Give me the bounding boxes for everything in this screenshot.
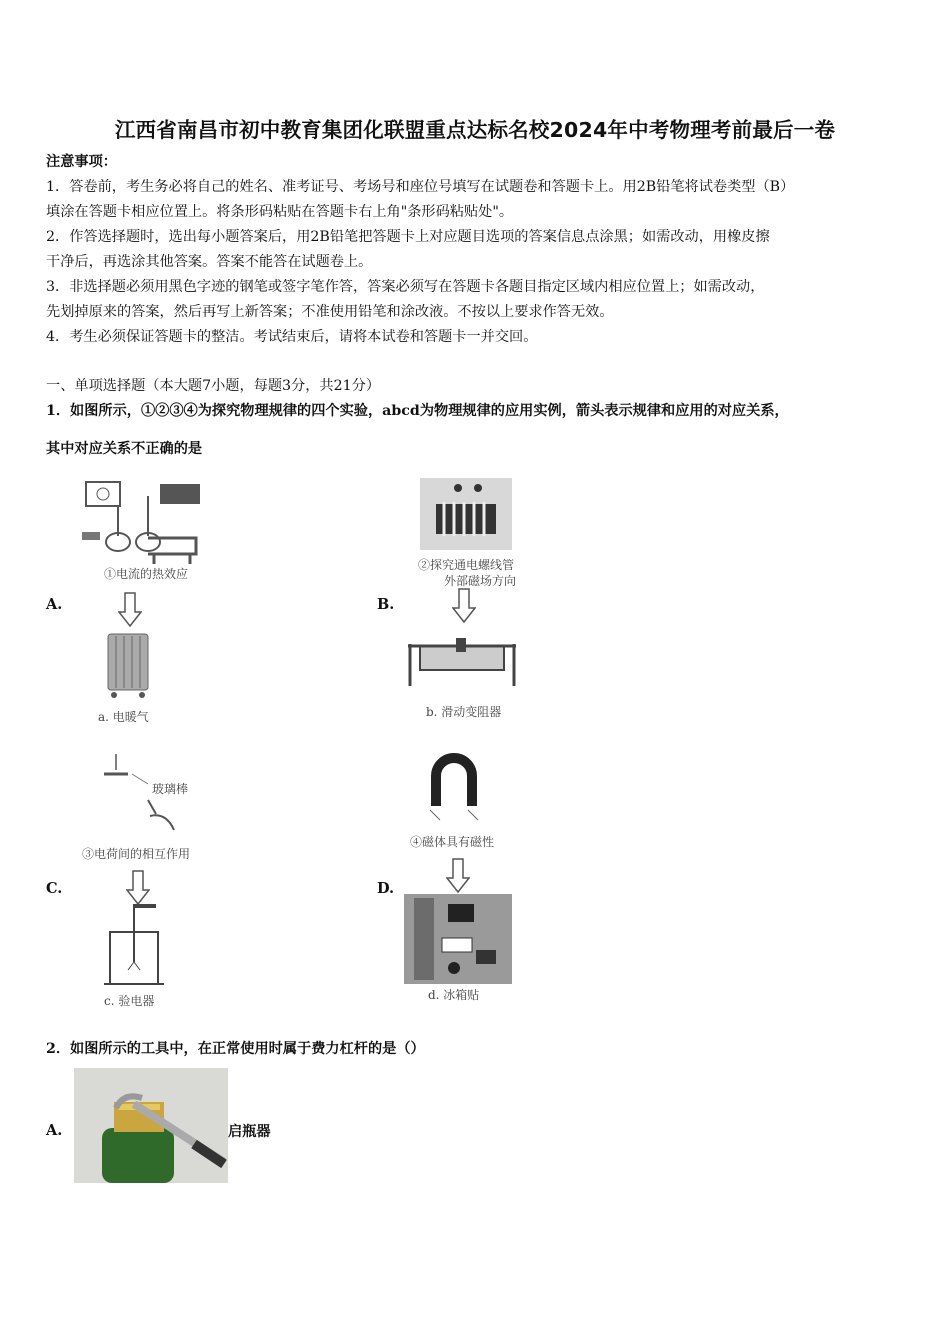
horseshoe-magnet-icon (424, 750, 484, 822)
heat-effect-experiment-figure (78, 476, 208, 566)
caption-4: ④磁体具有磁性 (410, 835, 495, 849)
caption-b: b. 滑动变阻器 (426, 705, 502, 719)
caption-d: d. 冰箱贴 (428, 988, 480, 1002)
caption-3: ③电荷间的相互作用 (82, 847, 191, 861)
electric-heater-icon (104, 628, 154, 700)
q1-option-d-label[interactable]: D. (377, 880, 395, 897)
electroscope-icon (100, 898, 170, 988)
caption-2b: 外部磁场方向 (444, 574, 517, 588)
bottle-opener-photo (74, 1068, 228, 1183)
q2-option-a-name[interactable]: 启瓶器 (228, 1124, 271, 1140)
q1-text-line-2: 其中对应关系不正确的是 (46, 441, 203, 457)
arrow-down-icon (452, 588, 476, 624)
arrow-down-icon (118, 592, 142, 628)
arrow-down-icon (446, 858, 470, 894)
caption-c: c. 验电器 (104, 994, 155, 1008)
notice-line-5: 3．非选择题必须用黑色字迹的钢笔或签字笔作答，答案必须写在答题卡各题目指定区域内相应位置上；如需改动， (46, 279, 765, 295)
notice-line-4: 干净后，再选涂其他答案。答案不能答在试题卷上。 (46, 254, 373, 270)
caption-1: ①电流的热效应 (104, 567, 189, 581)
notice-line-6: 先划掉原来的答案，然后再写上新答案；不准使用铅笔和涂改液。不按以上要求作答无效。 (46, 304, 614, 320)
caption-2a: ②探究通电螺线管 (418, 558, 515, 572)
solenoid-experiment-figure (418, 474, 514, 554)
notice-line-2: 填涂在答题卡相应位置上。将条形码粘贴在答题卡右上角"条形码粘贴处"。 (46, 204, 514, 220)
q1-option-b-label[interactable]: B. (377, 596, 395, 613)
q2-text: 2．如图所示的工具中，在正常使用时属于费力杠杆的是（） (46, 1041, 425, 1057)
notice-line-1: 1．答卷前，考生务必将自己的姓名、准考证号、考场号和座位号填写在试题卷和答题卡上。用2B铅笔将试卷类型（B） (46, 179, 795, 195)
q1-option-a-label[interactable]: A. (46, 596, 63, 613)
notice-line-3: 2．作答选择题时，选出每小题答案后，用2B铅笔把答题卡上对应题目选项的答案信息点涂黑；如需改动，用橡皮擦 (46, 229, 770, 245)
notice-heading: 注意事项： (46, 154, 117, 170)
q1-option-c-label[interactable]: C. (46, 880, 63, 897)
q2-option-a-label[interactable]: A. (46, 1122, 63, 1139)
caption-a: a. 电暖气 (98, 710, 149, 724)
sliding-rheostat-icon (402, 634, 522, 690)
page-title: 江西省南昌市初中教育集团化联盟重点达标名校2024年中考物理考前最后一卷 (114, 118, 836, 142)
q1-text-line-1: 1．如图所示，①②③④为探究物理规律的四个实验，abcd为物理规律的应用实例，箭头表示规律和应用的对应关系， (46, 403, 789, 419)
glass-rod-label: 玻璃棒 (152, 782, 189, 796)
notice-line-7: 4．考生必须保证答题卡的整洁。考试结束后，请将本试卷和答题卡一并交回。 (46, 329, 538, 345)
section-heading: 一、单项选择题（本大题7小题，每题3分，共21分） (46, 378, 381, 394)
fridge-magnet-photo (404, 894, 512, 984)
